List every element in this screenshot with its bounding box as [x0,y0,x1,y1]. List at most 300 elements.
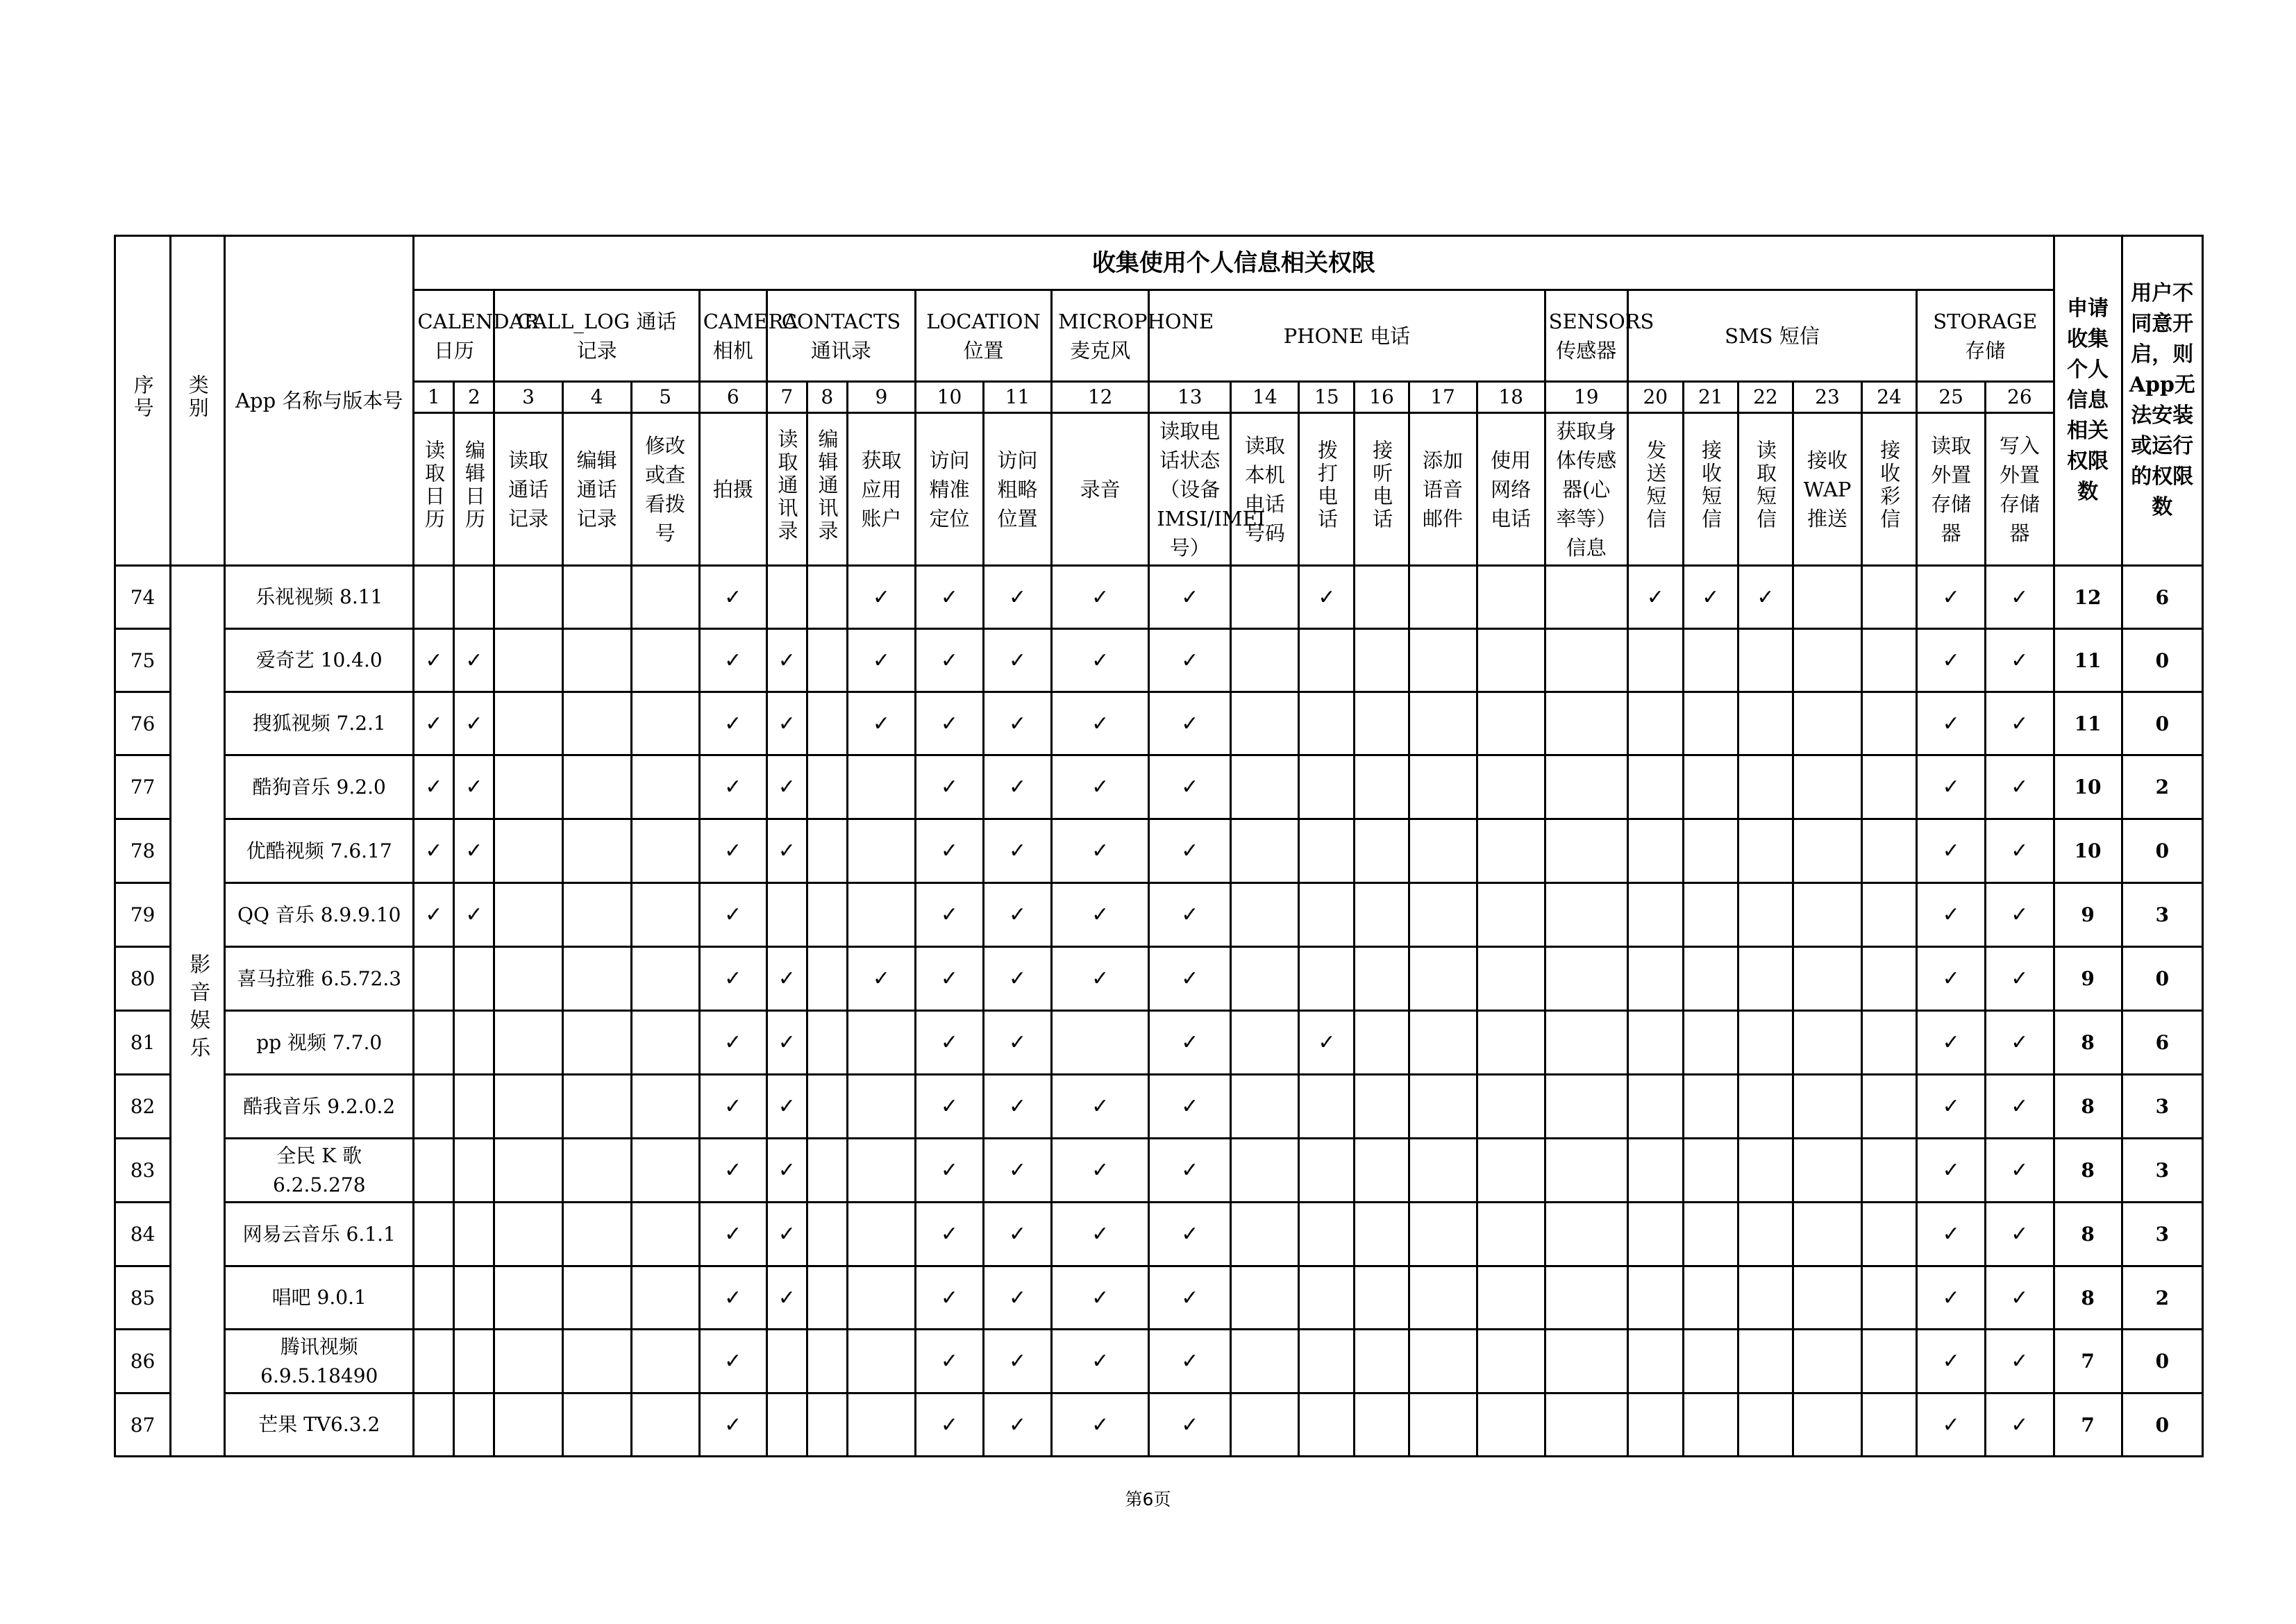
permission-cell [494,629,562,692]
permission-cell [1231,1203,1299,1266]
perm-name: 拍摄 [699,413,766,566]
permission-cell [494,1203,562,1266]
permission-cell [1409,755,1477,819]
permission-cell: ✓ [1627,566,1683,629]
permission-cell: ✓ [766,1203,807,1266]
permission-cell [1477,947,1545,1011]
required-count-cell: 3 [2122,1203,2202,1266]
permission-cell: ✓ [1986,1139,2054,1203]
permission-cell: ✓ [1986,947,2054,1011]
permission-cell: ✓ [699,629,766,692]
perm-name: 编辑通讯录 [807,413,847,566]
permission-cell: ✓ [766,692,807,755]
required-count-cell: 2 [2122,1266,2202,1330]
permission-cell [1627,1139,1683,1203]
permission-cell: ✓ [414,629,454,692]
permission-cell [1627,1203,1683,1266]
permission-cell [1409,566,1477,629]
app-name-cell: 芒果 TV6.3.2 [225,1393,414,1457]
permission-cell [562,692,631,755]
app-name-cell: 喜马拉雅 6.5.72.3 [225,947,414,1011]
permission-cell: ✓ [984,1011,1052,1075]
permission-cell [1477,819,1545,883]
permission-cell [414,1075,454,1139]
permission-cell: ✓ [454,883,494,947]
permission-cell [807,1075,847,1139]
permission-cell [1627,692,1683,755]
permission-cell [1793,755,1861,819]
perm-name: 发送短信 [1627,413,1683,566]
permission-cell [1793,1330,1861,1393]
table-body [115,566,2203,1457]
seq-cell: 85 [115,1266,171,1330]
permission-cell [414,1393,454,1457]
permission-cell: ✓ [1299,566,1355,629]
permission-cell [1862,692,1917,755]
permission-cell: ✓ [915,692,983,755]
permission-cell [1299,1266,1355,1330]
permission-cell: ✓ [915,1139,983,1203]
permission-cell: ✓ [1052,819,1149,883]
permission-cell [1477,1203,1545,1266]
permission-cell [1862,819,1917,883]
permission-cell [1355,566,1409,629]
permission-cell [847,1203,915,1266]
seq-cell: 76 [115,692,171,755]
required-count-cell: 0 [2122,1393,2202,1457]
permission-cell: ✓ [699,947,766,1011]
permission-cell: ✓ [984,1203,1052,1266]
permission-cell: ✓ [766,1139,807,1203]
permission-cell [1477,1075,1545,1139]
permission-cell: ✓ [915,755,983,819]
permission-cell: ✓ [699,819,766,883]
perm-name: 获取身体传感器(心率等）信息 [1545,413,1627,566]
permission-cell [1545,883,1627,947]
permission-cell [1862,883,1917,947]
permission-cell [414,1330,454,1393]
perm-number: 20 [1627,382,1683,413]
perm-name: 读取通话记录 [494,413,562,566]
perm-number: 9 [847,382,915,413]
required-count-cell: 3 [2122,1075,2202,1139]
permission-cell: ✓ [766,1266,807,1330]
permission-cell [1683,1330,1738,1393]
permission-cell [1409,883,1477,947]
permission-cell [1231,1266,1299,1330]
app-name-cell: 优酷视频 7.6.17 [225,819,414,883]
permission-cell [1862,947,1917,1011]
permission-cell [562,629,631,692]
perm-name: 接收短信 [1683,413,1738,566]
perm-number: 25 [1917,382,1986,413]
app-name-cell: 网易云音乐 6.1.1 [225,1203,414,1266]
permission-cell: ✓ [1917,629,1986,692]
permission-cell: ✓ [1917,819,1986,883]
header-category: 类别 [171,236,225,566]
permission-cell [1355,1075,1409,1139]
app-name-cell: 腾讯视频 6.9.5.18490 [225,1330,414,1393]
permission-cell [1793,1393,1861,1457]
permission-cell [1545,1011,1627,1075]
permission-cell: ✓ [1052,1393,1149,1457]
permission-cell [1409,1393,1477,1457]
permission-cell [562,947,631,1011]
permission-cell: ✓ [984,692,1052,755]
perm-number: 18 [1477,382,1545,413]
permission-cell: ✓ [699,1330,766,1393]
permission-cell: ✓ [984,1266,1052,1330]
perm-name: 读取短信 [1738,413,1793,566]
permission-cell [1738,755,1793,819]
permission-cell [1355,1139,1409,1203]
seq-cell: 87 [115,1393,171,1457]
permission-cell: ✓ [699,1075,766,1139]
table-row [115,1330,2203,1393]
permission-cell [631,566,699,629]
permission-cell [1738,692,1793,755]
permission-cell [807,1011,847,1075]
permission-cell: ✓ [915,947,983,1011]
permission-cell: ✓ [1149,883,1231,947]
required-count-cell: 0 [2122,819,2202,883]
permission-cell: ✓ [699,883,766,947]
table-row [115,1139,2203,1203]
category-cell: 影音娱乐 [171,566,225,1457]
permission-cell [1355,819,1409,883]
total-count-cell: 8 [2054,1075,2122,1139]
permission-cell [807,755,847,819]
permission-cell [631,1266,699,1330]
permission-cell: ✓ [1052,1330,1149,1393]
permission-cell: ✓ [699,1011,766,1075]
perm-name: 读取外置存储器 [1917,413,1986,566]
permission-cell: ✓ [699,1266,766,1330]
permission-cell [1299,1393,1355,1457]
permission-cell [562,1011,631,1075]
permission-cell [1627,755,1683,819]
seq-cell: 74 [115,566,171,629]
table-row [115,566,2203,629]
total-count-cell: 12 [2054,566,2122,629]
permission-cell [454,1139,494,1203]
permission-cell [494,692,562,755]
permission-cell: ✓ [984,755,1052,819]
perm-group-header: SENSORS 传感器 [1545,290,1627,382]
permission-cell: ✓ [1149,819,1231,883]
permission-cell [1231,883,1299,947]
perm-number: 1 [414,382,454,413]
perm-name: 读取电话状态（设备IMSI/IMEI号） [1149,413,1231,566]
permission-cell [1355,1266,1409,1330]
permission-cell [1409,819,1477,883]
permission-cell: ✓ [1917,1203,1986,1266]
permission-cell [1862,1011,1917,1075]
table-row [115,1393,2203,1457]
permission-cell [1545,692,1627,755]
permission-cell [1299,883,1355,947]
permission-cell [454,1011,494,1075]
permission-cell [1545,947,1627,1011]
perm-number: 3 [494,382,562,413]
permission-cell [847,1266,915,1330]
permission-cell: ✓ [847,629,915,692]
permission-cell [1793,1139,1861,1203]
required-count-cell: 0 [2122,947,2202,1011]
perm-name: 编辑日历 [454,413,494,566]
permission-cell: ✓ [1986,755,2054,819]
permission-cell [562,1330,631,1393]
perm-name: 访问粗略位置 [984,413,1052,566]
required-count-cell: 0 [2122,629,2202,692]
app-name-cell: pp 视频 7.7.0 [225,1011,414,1075]
permission-cell: ✓ [1917,755,1986,819]
permission-cell: ✓ [1149,566,1231,629]
seq-cell: 80 [115,947,171,1011]
perm-number: 26 [1986,382,2054,413]
permission-cell [1409,1075,1477,1139]
permission-cell: ✓ [915,1266,983,1330]
permission-cell [494,1393,562,1457]
total-count-cell: 7 [2054,1330,2122,1393]
permission-cell [1355,1330,1409,1393]
perm-number-row [115,382,2203,413]
permission-cell: ✓ [1738,566,1793,629]
perm-group-header: PHONE 电话 [1149,290,1545,382]
permission-cell [1627,1266,1683,1330]
permission-cell [1738,883,1793,947]
permission-cell [631,755,699,819]
perm-name: 使用网络电话 [1477,413,1545,566]
permission-cell [1355,755,1409,819]
permission-cell: ✓ [1917,1330,1986,1393]
permission-cell: ✓ [1052,566,1149,629]
permission-cell: ✓ [766,1011,807,1075]
permission-cell [1627,947,1683,1011]
permission-cell [807,692,847,755]
permission-cell: ✓ [915,1011,983,1075]
permission-cell: ✓ [766,947,807,1011]
permission-cell [847,1330,915,1393]
perm-number: 22 [1738,382,1793,413]
permission-cell: ✓ [1917,566,1986,629]
total-count-cell: 9 [2054,947,2122,1011]
permission-cell [1299,1139,1355,1203]
permission-cell [1738,819,1793,883]
permission-cell [494,1330,562,1393]
permission-cell [1409,947,1477,1011]
permission-cell [1683,1139,1738,1203]
perm-number: 5 [631,382,699,413]
perm-name: 录音 [1052,413,1149,566]
permission-cell: ✓ [1917,692,1986,755]
perm-number: 21 [1683,382,1738,413]
app-name-cell: 乐视视频 8.11 [225,566,414,629]
table-row [115,1266,2203,1330]
perm-name: 获取应用账户 [847,413,915,566]
permission-cell [1409,692,1477,755]
perm-number: 15 [1299,382,1355,413]
permission-cell [766,566,807,629]
table-row [115,629,2203,692]
permission-cell [414,566,454,629]
permissions-table [114,235,2204,1457]
permission-cell: ✓ [915,819,983,883]
permission-cell [414,1266,454,1330]
permission-cell: ✓ [984,566,1052,629]
perm-number: 8 [807,382,847,413]
permission-cell [766,883,807,947]
permission-cell [807,883,847,947]
permission-cell [1862,1266,1917,1330]
permission-cell [807,629,847,692]
permission-cell [807,566,847,629]
permission-cell [1545,1330,1627,1393]
permission-cell [1231,566,1299,629]
permission-cell [494,1139,562,1203]
seq-cell: 83 [115,1139,171,1203]
perm-number: 16 [1355,382,1409,413]
permission-cell [1231,692,1299,755]
permission-cell [454,566,494,629]
permission-cell [631,1393,699,1457]
permission-cell [1409,1330,1477,1393]
permission-cell [1409,629,1477,692]
permission-cell: ✓ [699,1139,766,1203]
permission-cell [631,947,699,1011]
perm-number: 2 [454,382,494,413]
permission-cell: ✓ [1917,1393,1986,1457]
permission-cell [1793,947,1861,1011]
app-name-cell: 爱奇艺 10.4.0 [225,629,414,692]
permission-cell [1477,566,1545,629]
perm-group-header: SMS 短信 [1627,290,1916,382]
permission-cell: ✓ [1149,1393,1231,1457]
permission-cell: ✓ [454,755,494,819]
permission-cell [1545,629,1627,692]
permission-cell [1477,1330,1545,1393]
permission-cell [1683,883,1738,947]
permission-cell [807,1266,847,1330]
permission-cell [1477,755,1545,819]
permission-cell [562,1075,631,1139]
permission-cell [1477,692,1545,755]
permission-cell [494,755,562,819]
total-count-cell: 11 [2054,629,2122,692]
permission-cell: ✓ [1052,755,1149,819]
permission-cell [1862,629,1917,692]
table-row [115,1075,2203,1139]
permission-cell: ✓ [1149,629,1231,692]
total-count-cell: 10 [2054,819,2122,883]
required-count-cell: 3 [2122,883,2202,947]
perm-group-header: STORAGE 存储 [1917,290,2054,382]
permission-cell [807,1393,847,1457]
seq-cell: 75 [115,629,171,692]
table-row [115,755,2203,819]
perm-name-row [115,413,2203,566]
permission-cell [414,1203,454,1266]
permission-cell [562,1139,631,1203]
permission-cell: ✓ [984,1330,1052,1393]
permission-cell: ✓ [1149,1011,1231,1075]
permission-cell [1299,1203,1355,1266]
seq-cell: 77 [115,755,171,819]
permission-cell [1299,755,1355,819]
permission-cell: ✓ [1052,1203,1149,1266]
perm-number: 7 [766,382,807,413]
perm-name: 接收WAP推送 [1793,413,1861,566]
permission-cell [1545,1203,1627,1266]
permission-cell [1738,629,1793,692]
app-name-cell: 搜狐视频 7.2.1 [225,692,414,755]
permission-cell [1862,566,1917,629]
seq-cell: 81 [115,1011,171,1075]
permissions-table-container [114,235,2204,1457]
permission-cell [631,1011,699,1075]
permission-cell [1683,1011,1738,1075]
permission-cell: ✓ [915,883,983,947]
permission-cell: ✓ [1986,1330,2054,1393]
table-row [115,947,2203,1011]
permission-cell [847,883,915,947]
permission-cell [1355,1011,1409,1075]
permission-cell: ✓ [1986,1393,2054,1457]
perm-name: 修改或查看拨号 [631,413,699,566]
perm-group-header: CALENDAR 日历 [414,290,494,382]
required-count-cell: 6 [2122,1011,2202,1075]
permission-cell [807,1203,847,1266]
permission-cell [562,1393,631,1457]
permission-cell [454,1075,494,1139]
permission-cell: ✓ [1986,1075,2054,1139]
permission-cell [1683,947,1738,1011]
seq-cell: 78 [115,819,171,883]
permission-cell [494,566,562,629]
perm-number: 10 [915,382,983,413]
permission-cell [1793,819,1861,883]
permission-cell [1477,1139,1545,1203]
permission-cell [1627,629,1683,692]
app-name-cell: 酷我音乐 9.2.0.2 [225,1075,414,1139]
permission-cell [562,1266,631,1330]
permission-cell: ✓ [984,883,1052,947]
permission-cell [631,1203,699,1266]
permission-cell: ✓ [1149,1266,1231,1330]
permission-cell [1355,947,1409,1011]
permission-cell: ✓ [766,755,807,819]
required-count-cell: 6 [2122,566,2202,629]
permission-cell [1355,629,1409,692]
permission-cell: ✓ [1986,566,2054,629]
permission-cell [807,1330,847,1393]
table-row [115,819,2203,883]
perm-name: 接收彩信 [1862,413,1917,566]
perm-number: 23 [1793,382,1861,413]
permission-cell [414,947,454,1011]
required-count-cell: 3 [2122,1139,2202,1203]
permission-cell [454,1266,494,1330]
permission-cell: ✓ [1052,692,1149,755]
permission-cell [1477,883,1545,947]
permission-cell [631,1075,699,1139]
permission-cell: ✓ [699,1393,766,1457]
perm-number: 19 [1545,382,1627,413]
perm-number: 17 [1409,382,1477,413]
permission-cell [1793,1075,1861,1139]
permission-cell [494,1075,562,1139]
permission-cell: ✓ [915,566,983,629]
